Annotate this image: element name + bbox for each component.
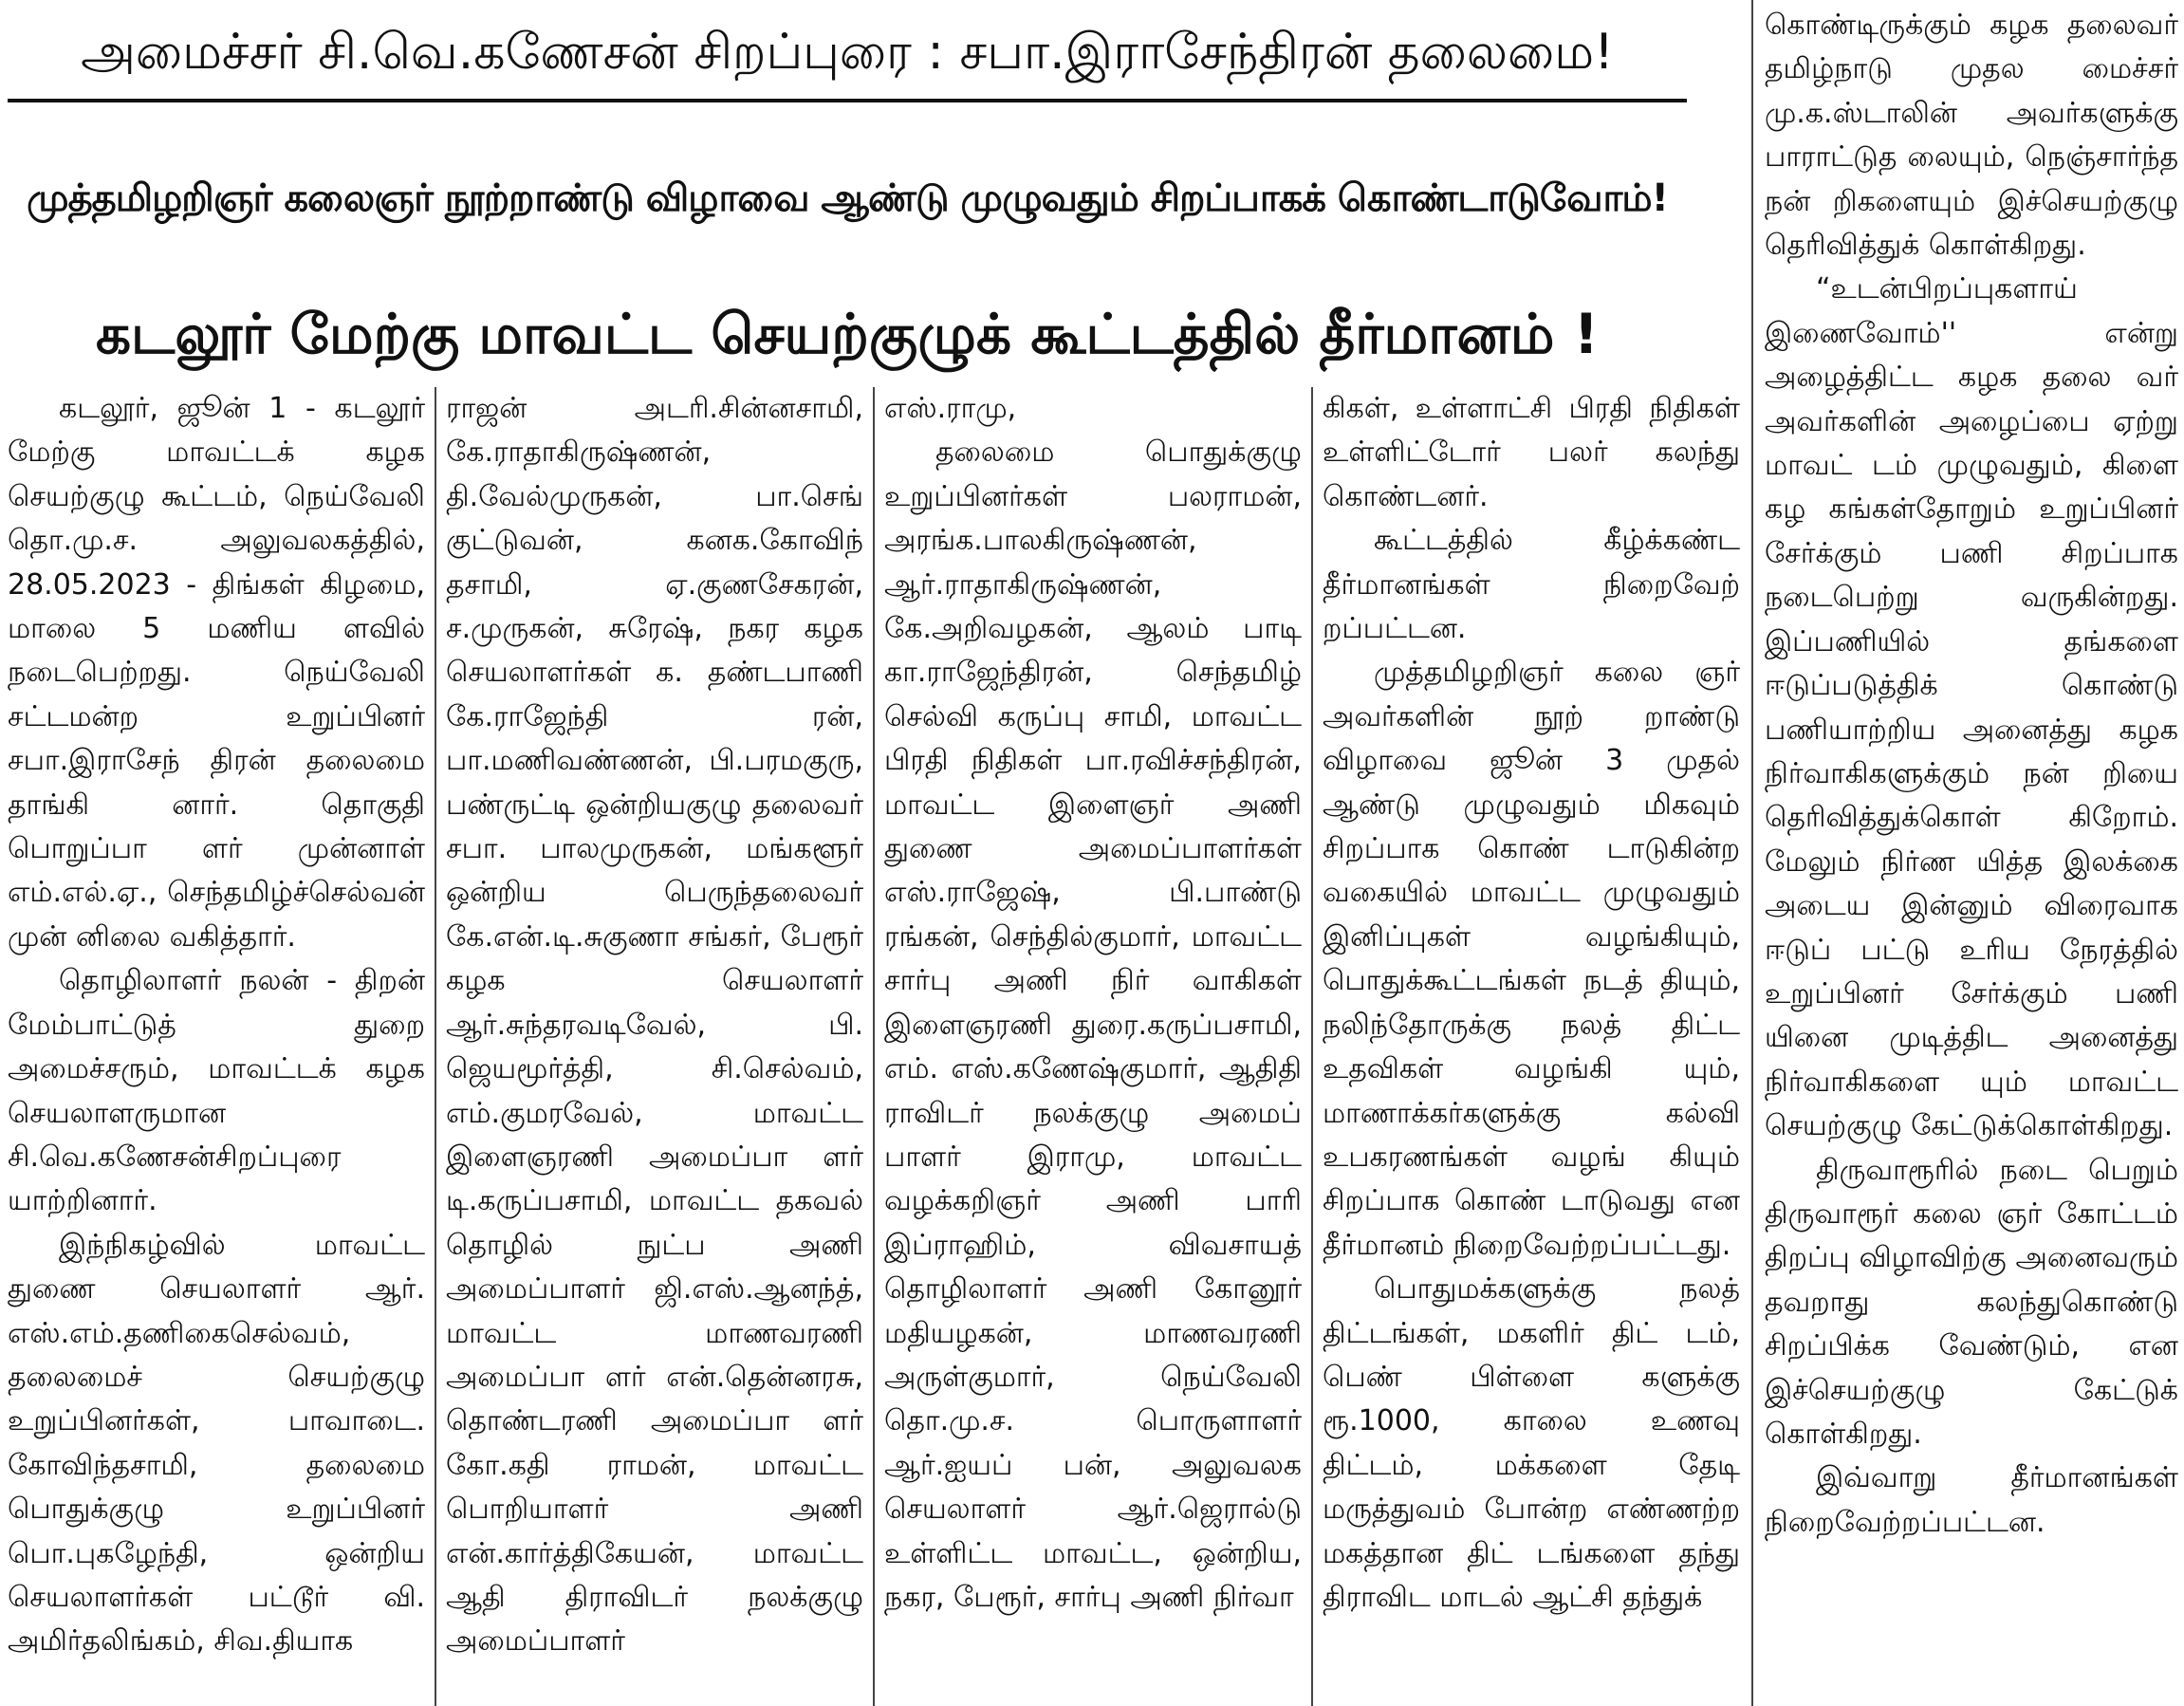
column-divider bbox=[435, 387, 436, 1706]
paragraph: ராஜன் அடரி.சின்னசாமி, கே.ராதாகிருஷ்ணன், தி.வேல்முருகன், பா.செங் குட்டுவன், கனக.கோவிந் தசாமி, ஏ.குணசேகரன், ச.முருகன், சுரேஷ், நகர கழக செயலாளர்கள் க. தண்டபாணி கே.ராஜேந்தி ரன், பா.மணிவண்ணன், பி.பரமகுரு, பண்ருட்டி ஒன்றியகுழு தலைவர் சபா. பாலமுருகன், மங்களூர் ஒன்றிய பெருந்தலைவர் கே.என்.டி.சுகுணா சங்கர், பேரூர் கழக செயலாளர் ஆர்.சுந்தரவடிவேல், பி. ஜெயமூர்த்தி, சி.செல்வம், எம்.குமரவேல், மாவட்ட இளைஞரணி அமைப்பா ளர் டி.கருப்பசாமி, மாவட்ட தகவல் தொழில் நுட்ப அணி அமைப்பாளர் ஜி.எஸ்.ஆனந்த், மாவட்ட மாணவரணி அமைப்பா ளர் என்.தென்னரசு, தொண்டரணி அமைப்பா ளர் கோ.கதி ராமன், மாவட்ட பொறியாளர் அணி என்.கார்த்திகேயன், மாவட்ட ஆதி திராவிடர் நலக்குழு அமைப்பாளர் bbox=[446, 392, 863, 1659]
paragraph: கடலூர், ஜூன் 1 - கடலூர் மேற்கு மாவட்டக் கழக செயற்குழு கூட்டம், நெய்வேலி தொ.மு.ச. அலுவலகத்தில், 28.05.2023 - திங்கள் கிழமை, மாலை 5 மணிய ளவில் நடைபெற்றது. நெய்வேலி சட்டமன்ற உறுப்பினர் சபா.இராசேந் திரன் தலைமை தாங்கி னார். தொகுதி பொறுப்பா ளர் முன்னாள் எம்.எல்.ஏ., செந்தமிழ்ச்செல்வன் முன் னிலை வகித்தார். bbox=[8, 392, 425, 954]
paragraph: முத்தமிழறிஞர் கலை ஞர் அவர்களின் நூற் றாண்டு விழாவை ஜூன் 3 முதல் ஆண்டு முழுவதும் மிகவும் சிறப்பாக கொண் டாடுகின்ற வகையில் மாவட்ட முழுவதும் இனிப்புகள் வழங்கியும், பொதுக்கூட்டங்கள் நடத் தியும், நலிந்தோருக்கு நலத் திட்ட உதவிகள் வழங்கி யும், மாணாக்கர்களுக்கு கல்வி உபகரணங்கள் வழங் கியும் சிறப்பாக கொண் டாடுவது என தீர்மானம் நிறைவேற்றப்பட்டது. bbox=[1323, 656, 1740, 1262]
paragraph: தலைமை பொதுக்குழு உறுப்பினர்கள் பலராமன், அரங்க.பாலகிருஷ்ணன், ஆர்.ராதாகிருஷ்ணன், கே.அறிவழகன், ஆலம் பாடி கா.ராஜேந்திரன், செந்தமிழ் செல்வி கருப்பு சாமி, மாவட்ட பிரதி நிதிகள் பா.ரவிச்சந்திரன், மாவட்ட இளைஞர் அணி துணை அமைப்பாளர்கள் எஸ்.ராஜேஷ், பி.பாண்டு ரங்கன், செந்தில்குமார், மாவட்ட சார்பு அணி நிர் வாகிகள் இளைஞரணி துரை.கருப்பசாமி, எம். எஸ்.கணேஷ்குமார், ஆதிதி ராவிடர் நலக்குழு அமைப் பாளர் இராமு, மாவட்ட வழக்கறிஞர் அணி பாரி இப்ராஹிம், விவசாயத் தொழிலாளர் அணி கோனூர் மதியழகன், மாணவரணி அருள்குமார், நெய்வேலி தொ.மு.ச. பொருளாளர் ஆர்.ஐயப் பன், அலுவலக செயலாளர் ஆர்.ஜெரால்டு உள்ளிட்ட மாவட்ட, ஒன்றிய, நகர, பேரூர், சார்பு அணி நிர்வா bbox=[884, 436, 1302, 1614]
paragraph: “உடன்பிறப்புகளாய் இணைவோம்'' என்று அழைத்திட்ட கழக தலை வர் அவர்களின் அழைப்பை ஏற்று மாவட் டம் முழுவதும், கிளை கழ கங்கள்தோறும் உறுப்பினர் சேர்க்கும் பணி சிறப்பாக நடைபெற்று வருகின்றது. இப்பணியில் தங்களை ஈடுப்படுத்திக் கொண்டு பணியாற்றிய அனைத்து கழக நிர்வாகிகளுக்கும் நன் றியை தெரிவித்துக்கொள் கிறோம். மேலும் நிர்ண யித்த இலக்கை அடைய இன்னும் விரைவாக ஈடுப் பட்டு உரிய நேரத்தில் உறுப்பினர் சேர்க்கும் பணி யினை முடித்திட அனைத்து நிர்வாகிகளை யும் மாவட்ட செயற்குழு கேட்டுக்கொள்கிறது. bbox=[1765, 272, 2178, 1143]
article-column-2 bbox=[446, 387, 863, 1706]
paragraph: இவ்வாறு தீர்மானங்கள் நிறைவேற்றப்பட்டன. bbox=[1765, 1461, 2178, 1539]
paragraph: இந்நிகழ்வில் மாவட்ட துணை செயலாளர் ஆர். எஸ்.எம்.தணிகைசெல்வம், தலைமைச் செயற்குழு உறுப்பினர்கள், பாவாடை. கோவிந்தசாமி, தலைமை பொதுக்குழு உறுப்பினர் பொ.புகழேந்தி, ஒன்றிய செயலாளர்கள் பட்டூர் வி. அமிர்தலிங்கம், சிவ.தியாக bbox=[8, 1228, 425, 1659]
article-column-5 bbox=[1765, 4, 2178, 1706]
paragraph: கிகள், உள்ளாட்சி பிரதி நிதிகள் உள்ளிட்டோர் பலர் கலந்து கொண்டனர். bbox=[1323, 392, 1740, 513]
column-divider bbox=[1751, 0, 1753, 1706]
article-kicker: அமைச்சர் சி.வெ.கணேசன் சிறப்புரை : சபா.இராசேந்திரன் தலைமை! bbox=[81, 24, 1614, 81]
column-divider bbox=[873, 387, 875, 1706]
paragraph: தொழிலாளர் நலன் - திறன் மேம்பாட்டுத் துறை அமைச்சரும், மாவட்டக் கழக செயலாளருமான சி.வெ.கணேசன்சிறப்புரை யாற்றினார். bbox=[8, 964, 425, 1218]
article-column-3 bbox=[884, 387, 1302, 1706]
article-headline: முத்தமிழறிஞர் கலைஞர் நூற்றாண்டு விழாவை ஆண்டு முழுவதும் சிறப்பாகக் கொண்டாடுவோம்! bbox=[27, 176, 1668, 220]
paragraph: எஸ்.ராமு, bbox=[884, 392, 1017, 425]
article-column-4 bbox=[1323, 387, 1740, 1706]
column-divider bbox=[1311, 387, 1313, 1706]
paragraph: திருவாரூரில் நடை பெறும் திருவாரூர் கலை ஞர் கோட்டம் திறப்பு விழாவிற்கு அனைவரும் தவறாது கலந்துகொண்டு சிறப்பிக்க வேண்டும், என இச்செயற்குழு கேட்டுக் கொள்கிறது. bbox=[1765, 1153, 2178, 1451]
article-subheadline: கடலூர் மேற்கு மாவட்ட செயற்குழுக் கூட்டத்தில் தீர்மானம் ! bbox=[95, 302, 1600, 366]
kicker-divider bbox=[8, 99, 1687, 102]
article-column-1 bbox=[8, 387, 425, 1706]
paragraph: கூட்டத்தில் கீழ்க்கண்ட தீர்மானங்கள் நிறைவேற் றப்பட்டன. bbox=[1323, 524, 1740, 646]
paragraph: பொதுமக்களுக்கு நலத் திட்டங்கள், மகளிர் திட் டம், பெண் பிள்ளை களுக்கு ரூ.1000, காலை உணவு திட்டம், மக்களை தேடி மருத்துவம் போன்ற எண்ணற்ற மகத்தான திட் டங்களை தந்து திராவிட மாடல் ஆட்சி தந்துக் bbox=[1323, 1272, 1740, 1614]
paragraph: கொண்டிருக்கும் கழக தலைவர் தமிழ்நாடு முதல மைச்சர் மு.க.ஸ்டாலின் அவர்களுக்கு பாராட்டுத லையும், நெஞ்சார்ந்த நன் றிகளையும் இச்செயற்குழு தெரிவித்துக் கொள்கிறது. bbox=[1765, 9, 2178, 263]
